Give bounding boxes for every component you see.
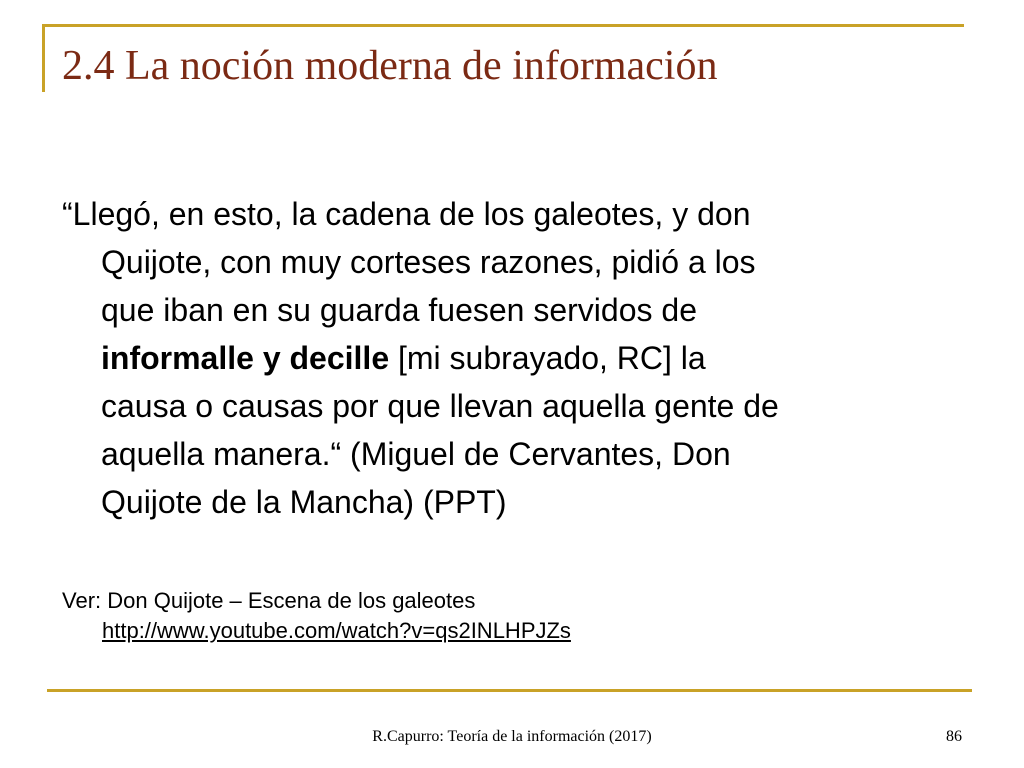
quote-line-2: Quijote, con muy corteses razones, pidió a los — [101, 244, 756, 280]
frame-left-rule — [42, 24, 45, 92]
slide-title: 2.4 La noción moderna de información — [62, 43, 718, 89]
reference-block — [62, 586, 962, 646]
quote-line-1: “Llegó, en esto, la cadena de los galeotes, y don — [62, 196, 751, 232]
quote-line-4-rest: [mi subrayado, RC] la — [389, 340, 706, 376]
quote-emphasis: informalle y decille — [101, 340, 390, 376]
footer — [0, 728, 1024, 752]
page-number: 86 — [946, 728, 962, 745]
quote-line-3: que iban en su guarda fuesen servidos de — [101, 292, 697, 328]
quote-line-6: aquella manera.“ (Miguel de Cervantes, Don — [101, 436, 731, 472]
quote-line-5: causa o causas por que llevan aquella gente de — [101, 388, 779, 424]
quote-block — [62, 190, 962, 526]
footer-text: R.Capurro: Teoría de la información (2017) — [372, 728, 652, 745]
video-link[interactable]: http://www.youtube.com/watch?v=qs2INLHPJZs — [102, 618, 571, 643]
reference-label: Ver: Don Quijote – Escena de los galeotes — [62, 588, 476, 613]
quote-line-7: Quijote de la Mancha) (PPT) — [101, 484, 507, 520]
quote-line-4 — [62, 334, 962, 382]
footer-rule — [47, 689, 972, 692]
frame-top-rule — [42, 24, 964, 27]
